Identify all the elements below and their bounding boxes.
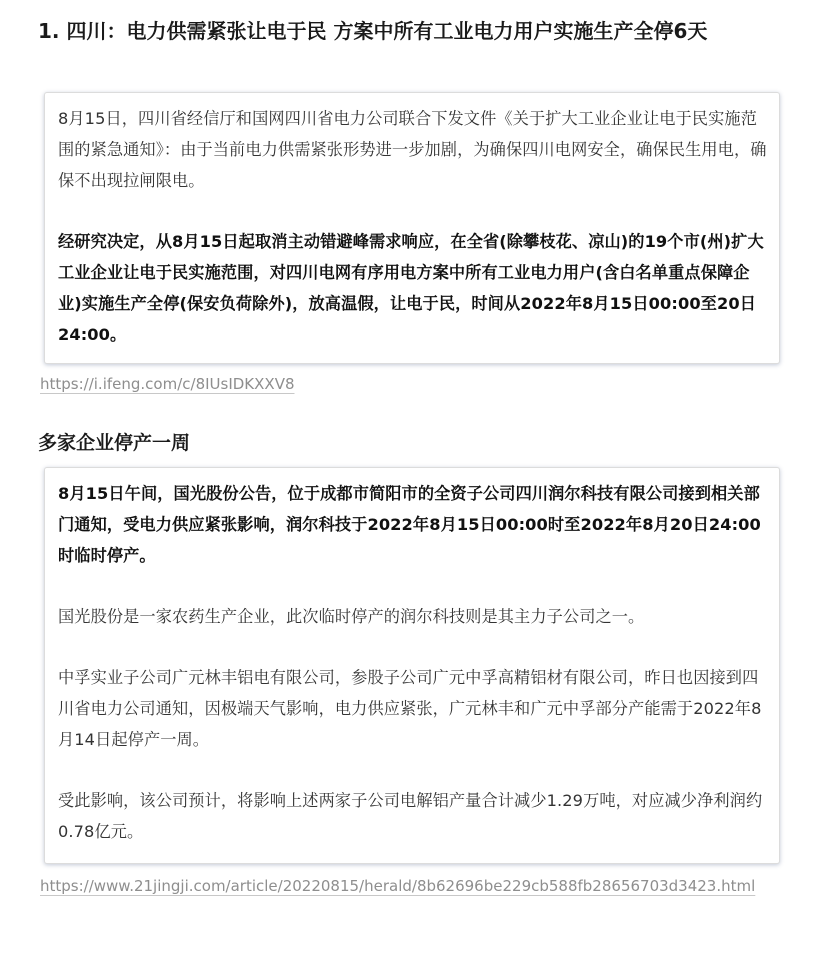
section1-quote-paragraph-2: 经研究决定，从8月15日起取消主动错避峰需求响应，在全省(除攀枝花、凉山)的19个市(州)扩大工业企业让电于民实施范围，对四川电网有序用电方案中所有工业电力用户(含白名单重点保障企业)实施生产全停(保安负荷除外)，放高温假，让电于民，时间从2022年8月15日00:00至20日24:00。 xyxy=(58,232,764,344)
section2-quote-paragraph-1: 8月15日午间，国光股份公告，位于成都市简阳市的全资子公司四川润尔科技有限公司接到相关部门通知，受电力供应紧张影响，润尔科技于2022年8月15日00:00时至2022年8月20日24:00时临时停产。 xyxy=(58,484,761,565)
section2-heading: 多家企业停产一周 xyxy=(38,432,191,454)
section2-quote xyxy=(44,467,780,864)
section2-source-link[interactable]: https://www.21jingji.com/article/20220815/herald/8b62696be229cb588fb28656703d3423.html xyxy=(40,877,756,895)
section1-heading: 1. 四川：电力供需紧张让电于民 方案中所有工业电力用户实施生产全停6天 xyxy=(38,19,708,43)
section2-quote-paragraph-2: 国光股份是一家农药生产企业，此次临时停产的润尔科技则是其主力子公司之一。 xyxy=(58,607,645,626)
section1-source-link[interactable]: https://i.ifeng.com/c/8IUsIDKXXV8 xyxy=(40,375,295,393)
section2-quote-paragraph-4: 受此影响，该公司预计，将影响上述两家子公司电解铝产量合计减少1.29万吨，对应减少净利润约0.78亿元。 xyxy=(58,791,763,841)
section1-quote xyxy=(44,92,780,364)
section2-quote-paragraph-3: 中孚实业子公司广元林丰铝电有限公司，参股子公司广元中孚高精铝材有限公司，昨日也因接到四川省电力公司通知，因极端天气影响，电力供应紧张，广元林丰和广元中孚部分产能需于2022年8月14日起停产一周。 xyxy=(58,668,762,749)
section1-quote-paragraph-1: 8月15日，四川省经信厅和国网四川省电力公司联合下发文件《关于扩大工业企业让电于民实施范围的紧急通知》：由于当前电力供需紧张形势进一步加剧，为确保四川电网安全，确保民生用电，确保不出现拉闸限电。 xyxy=(58,109,767,190)
